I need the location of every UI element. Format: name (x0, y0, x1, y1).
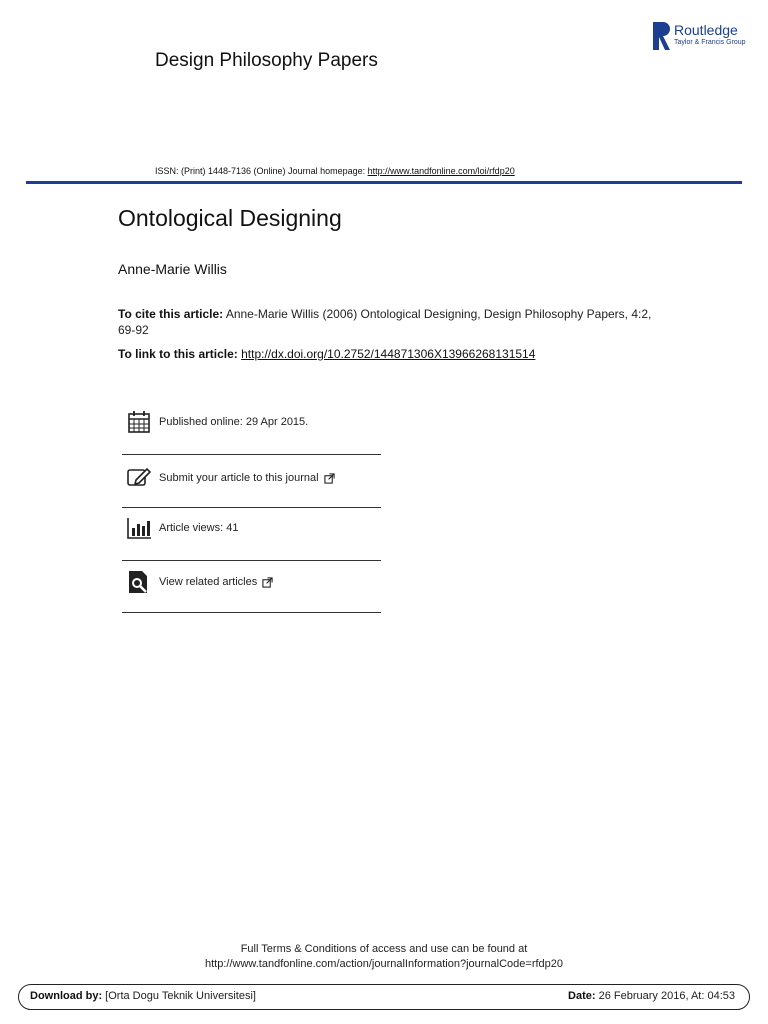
submit-article-link[interactable]: Submit your article to this journal (159, 472, 319, 484)
related-articles-row[interactable] (122, 562, 381, 602)
publisher-logo (653, 22, 746, 50)
search-document-icon (127, 570, 151, 594)
article-views-text: Article views: 41 (159, 522, 239, 534)
journal-homepage-link[interactable]: http://www.tandfonline.com/loi/rfdp20 (367, 166, 515, 176)
row-divider (122, 612, 381, 613)
issn-line (155, 166, 515, 176)
download-info-bar (18, 984, 750, 1010)
terms-line: Full Terms & Conditions of access and use can be found at (240, 943, 528, 955)
article-views-row (122, 508, 381, 548)
edit-icon (127, 466, 151, 490)
bar-chart-icon (127, 516, 151, 540)
calendar-icon (127, 410, 151, 434)
row-divider (122, 454, 381, 455)
date-value: 26 February 2016, At: 04:53 (595, 990, 735, 1002)
download-by (30, 990, 256, 1002)
cite-label: To cite this article: (118, 307, 224, 321)
doi-link[interactable]: http://dx.doi.org/10.2752/144871306X13966268131514 (241, 347, 536, 361)
publisher-group: Taylor & Francis Group (674, 39, 746, 46)
terms-notice (0, 942, 768, 972)
link-label: To link to this article: (118, 347, 242, 361)
published-online-row (122, 402, 381, 442)
external-link-icon (262, 577, 273, 588)
journal-title: Design Philosophy Papers (155, 50, 378, 71)
routledge-logo-icon (653, 22, 670, 50)
citation (118, 306, 658, 338)
related-articles-link[interactable]: View related articles (159, 576, 258, 588)
external-link-icon (324, 473, 335, 484)
submit-article-row[interactable] (122, 458, 381, 498)
row-divider (122, 560, 381, 561)
cite-text: Anne-Marie Willis (2006) Ontological Designing, Design Philosophy Papers, 4:2, 69-92 (118, 307, 652, 337)
download-value: [Orta Dogu Teknik Universitesi] (102, 990, 256, 1002)
terms-url[interactable]: http://www.tandfonline.com/action/journalInformation?journalCode=rfdp20 (204, 958, 564, 970)
publisher-name: Routledge (674, 22, 738, 38)
issn-text: ISSN: (Print) 1448-7136 (Online) Journal homepage: (155, 166, 368, 176)
published-online-text: Published online: 29 Apr 2015. (159, 416, 309, 428)
download-date (568, 990, 735, 1002)
date-label: Date: (568, 990, 596, 1002)
article-author: Anne-Marie Willis (118, 261, 227, 277)
header-divider (26, 181, 742, 184)
download-label: Download by: (30, 990, 103, 1002)
doi-line (118, 347, 535, 361)
article-title: Ontological Designing (118, 205, 342, 231)
